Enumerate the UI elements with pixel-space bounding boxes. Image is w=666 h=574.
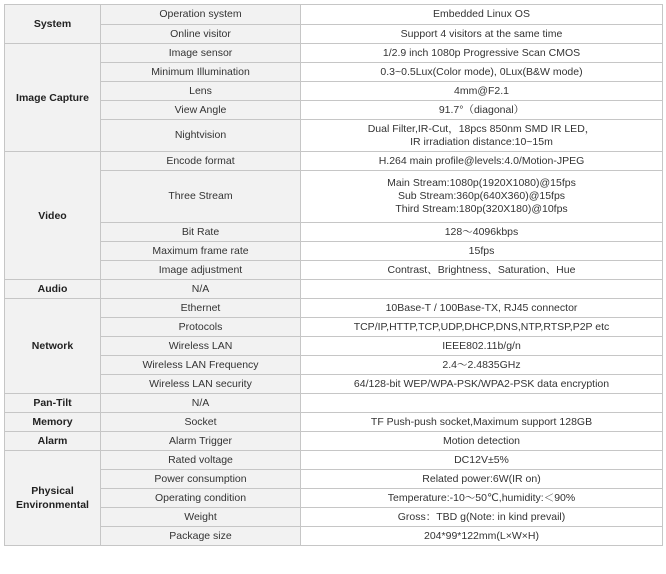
spec-value: 15fps	[301, 242, 663, 261]
spec-row	[5, 171, 663, 223]
spec-label: Three Stream	[101, 171, 301, 223]
spec-label: Weight	[101, 508, 301, 527]
spec-row	[5, 451, 663, 470]
spec-row	[5, 356, 663, 375]
spec-label: Image sensor	[101, 44, 301, 63]
spec-label: View Angle	[101, 101, 301, 120]
spec-value: Contrast、Brightness、Saturation、Hue	[301, 261, 663, 280]
spec-label: Minimum Illumination	[101, 63, 301, 82]
spec-table-body	[5, 5, 663, 546]
spec-label: Alarm Trigger	[101, 432, 301, 451]
spec-table	[4, 4, 663, 546]
spec-label: Operation system	[101, 5, 301, 25]
category-cell: Physical Environmental	[5, 451, 101, 546]
spec-label: Operating condition	[101, 489, 301, 508]
category-cell: Audio	[5, 280, 101, 299]
spec-row	[5, 152, 663, 171]
spec-row	[5, 527, 663, 546]
spec-label: Nightvision	[101, 120, 301, 152]
spec-row	[5, 299, 663, 318]
spec-value: 4mm@F2.1	[301, 82, 663, 101]
spec-label: Online visitor	[101, 25, 301, 44]
spec-row	[5, 82, 663, 101]
spec-label: Bit Rate	[101, 223, 301, 242]
spec-value: Gross：TBD g(Note: in kind prevail)	[301, 508, 663, 527]
spec-label: Wireless LAN	[101, 337, 301, 356]
spec-row	[5, 432, 663, 451]
spec-label: Protocols	[101, 318, 301, 337]
spec-label: Ethernet	[101, 299, 301, 318]
spec-row	[5, 489, 663, 508]
spec-value: Dual Filter,IR-Cut，18pcs 850nm SMD IR LED， IR irradiation distance:10~15m	[301, 120, 663, 152]
category-cell: Memory	[5, 413, 101, 432]
spec-row	[5, 375, 663, 394]
spec-row	[5, 223, 663, 242]
spec-value: Temperature:-10～50℃,humidity:＜90%	[301, 489, 663, 508]
spec-label: Socket	[101, 413, 301, 432]
spec-value: 0.3~0.5Lux(Color mode), 0Lux(B&W mode)	[301, 63, 663, 82]
category-cell: Network	[5, 299, 101, 394]
spec-label: Encode format	[101, 152, 301, 171]
category-cell: Pan-Tilt	[5, 394, 101, 413]
category-cell: Image Capture	[5, 44, 101, 152]
spec-value: 204*99*122mm(L×W×H)	[301, 527, 663, 546]
spec-value: TCP/IP,HTTP,TCP,UDP,DHCP,DNS,NTP,RTSP,P2P etc	[301, 318, 663, 337]
spec-row	[5, 5, 663, 25]
spec-label: Lens	[101, 82, 301, 101]
spec-value	[301, 394, 663, 413]
spec-row	[5, 318, 663, 337]
spec-value: Motion detection	[301, 432, 663, 451]
spec-row	[5, 44, 663, 63]
spec-row	[5, 413, 663, 432]
category-cell: Video	[5, 152, 101, 280]
spec-row	[5, 470, 663, 489]
spec-label: Package size	[101, 527, 301, 546]
spec-row	[5, 242, 663, 261]
spec-label: Image adjustment	[101, 261, 301, 280]
spec-label: Maximum frame rate	[101, 242, 301, 261]
spec-label: Wireless LAN security	[101, 375, 301, 394]
spec-label: Wireless LAN Frequency	[101, 356, 301, 375]
spec-row	[5, 394, 663, 413]
spec-value: 64/128-bit WEP/WPA-PSK/WPA2-PSK data encryption	[301, 375, 663, 394]
spec-value: Support 4 visitors at the same time	[301, 25, 663, 44]
spec-value: 1/2.9 inch 1080p Progressive Scan CMOS	[301, 44, 663, 63]
spec-row	[5, 261, 663, 280]
spec-row	[5, 25, 663, 44]
spec-value: IEEE802.11b/g/n	[301, 337, 663, 356]
spec-value: 91.7°（diagonal）	[301, 101, 663, 120]
spec-value: 10Base-T / 100Base-TX, RJ45 connector	[301, 299, 663, 318]
spec-label: Rated voltage	[101, 451, 301, 470]
category-cell: Alarm	[5, 432, 101, 451]
spec-value: Embedded Linux OS	[301, 5, 663, 25]
spec-value: 128～4096kbps	[301, 223, 663, 242]
spec-value: 2.4～2.4835GHz	[301, 356, 663, 375]
spec-row	[5, 120, 663, 152]
spec-value: TF Push-push socket,Maximum support 128GB	[301, 413, 663, 432]
spec-value: H.264 main profile@levels:4.0/Motion-JPEG	[301, 152, 663, 171]
spec-row	[5, 280, 663, 299]
spec-value: DC12V±5%	[301, 451, 663, 470]
spec-label: N/A	[101, 394, 301, 413]
spec-row	[5, 337, 663, 356]
spec-value: Main Stream:1080p(1920X1080)@15fps Sub Stream:360p(640X360)@15fps Third Stream:180p(320X180)@10fps	[301, 171, 663, 223]
spec-row	[5, 63, 663, 82]
spec-value: Related power:6W(IR on)	[301, 470, 663, 489]
spec-value	[301, 280, 663, 299]
category-cell: System	[5, 5, 101, 44]
spec-label: N/A	[101, 280, 301, 299]
spec-row	[5, 101, 663, 120]
spec-label: Power consumption	[101, 470, 301, 489]
spec-row	[5, 508, 663, 527]
